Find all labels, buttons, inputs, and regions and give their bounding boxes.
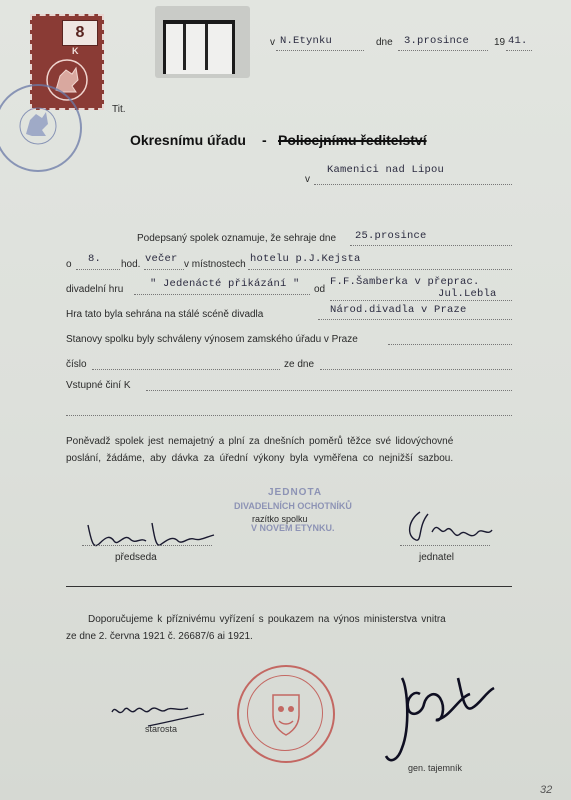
place-prefix: v (270, 37, 275, 48)
line6-mid: ze dne (284, 359, 315, 370)
salutation: Tit. (112, 104, 126, 115)
recommendation-line1: Doporučujeme k příznivému vyřízení s poukazem na výnos ministerstva vnitra (88, 614, 446, 625)
seal-label: razítko spolku (252, 514, 308, 524)
general-secretary-signature-icon (362, 668, 512, 768)
para-line2: poslání, žádáme, aby dávka za úřední výkony byla vyměřena co nejnižší sazbou. (66, 453, 454, 464)
place-value: N.Etynku (280, 35, 333, 47)
line7-text: Vstupné činí K (66, 380, 131, 391)
line3-od: od (314, 284, 326, 295)
society-stamp-line2: DIVADELNÍCH OCHOTNÍKŮ (234, 501, 352, 511)
stamp-currency: K (72, 46, 79, 56)
secretary-signature-icon (398, 506, 498, 554)
line2-venue: hotelu p.J.Kejsta (250, 253, 361, 265)
line5-text: Stanovy spolku byly schváleny výnosem zamského úřadu v Praze (66, 334, 358, 345)
lion-seal-icon (14, 102, 62, 150)
date-prefix: dne (376, 37, 393, 48)
line2-prefix: o (66, 259, 72, 270)
line1-value: 25.prosince (355, 230, 427, 242)
location-value: Kamenici nad Lipou (327, 164, 445, 176)
section-divider (66, 586, 512, 587)
line2-hour: 8. (88, 253, 102, 265)
society-stamp-line3: V NOVEM ETYNKU. (251, 523, 335, 533)
recommendation-line2: ze dne 2. června 1921 č. 26687/6 ai 1921. (66, 631, 253, 642)
line3-author: F.F.Šamberka v přeprac. (330, 276, 480, 288)
mask-emblem-icon (267, 689, 305, 737)
para-line1: Poněvadž spolek jest nemajetný a plní za dnešních poměrů těžce své lidovýchovné (66, 436, 454, 447)
line2-hod: hod. (121, 259, 141, 270)
torn-paper-patch (155, 6, 250, 78)
line3-author2: Jul.Lebla (438, 288, 497, 300)
secretary-label: jednatel (419, 552, 455, 563)
general-secretary-label: gen. tajemník (408, 763, 463, 773)
society-stamp-line1: JEDNOTA (268, 487, 323, 498)
line4-text: Hra tato byla sehrána na stálé scéně divadla (66, 309, 264, 320)
year-prefix: 19 (494, 37, 506, 48)
chair-label: předseda (115, 552, 157, 563)
line2-mid: v místnostech (184, 259, 246, 270)
mayor-label: starosta (145, 724, 178, 734)
page-number: 32 (540, 784, 553, 796)
official-seal-red (237, 665, 335, 763)
line4-value: Národ.divadla v Praze (330, 304, 467, 316)
line3-play: " Jedenácté přikázání " (150, 278, 300, 290)
location-prefix: v (305, 174, 310, 185)
line6-text: číslo (66, 359, 87, 370)
line3-text: divadelní hru (66, 284, 124, 295)
office-main: Okresnímu úřadu (130, 132, 246, 148)
line2-part: večer (145, 253, 178, 265)
chair-signature-icon (82, 515, 232, 555)
office-dash: - (262, 132, 267, 148)
office-struck: Policejnímu ředitelství (278, 132, 427, 148)
line1-text: Podepsaný spolek oznamuje, že sehraje dne (137, 233, 337, 244)
year-suffix: 41. (508, 35, 528, 47)
date-value: 3.prosince (404, 35, 470, 47)
stamp-denomination: 8 (62, 20, 98, 46)
official-stamp-blue (0, 84, 82, 172)
